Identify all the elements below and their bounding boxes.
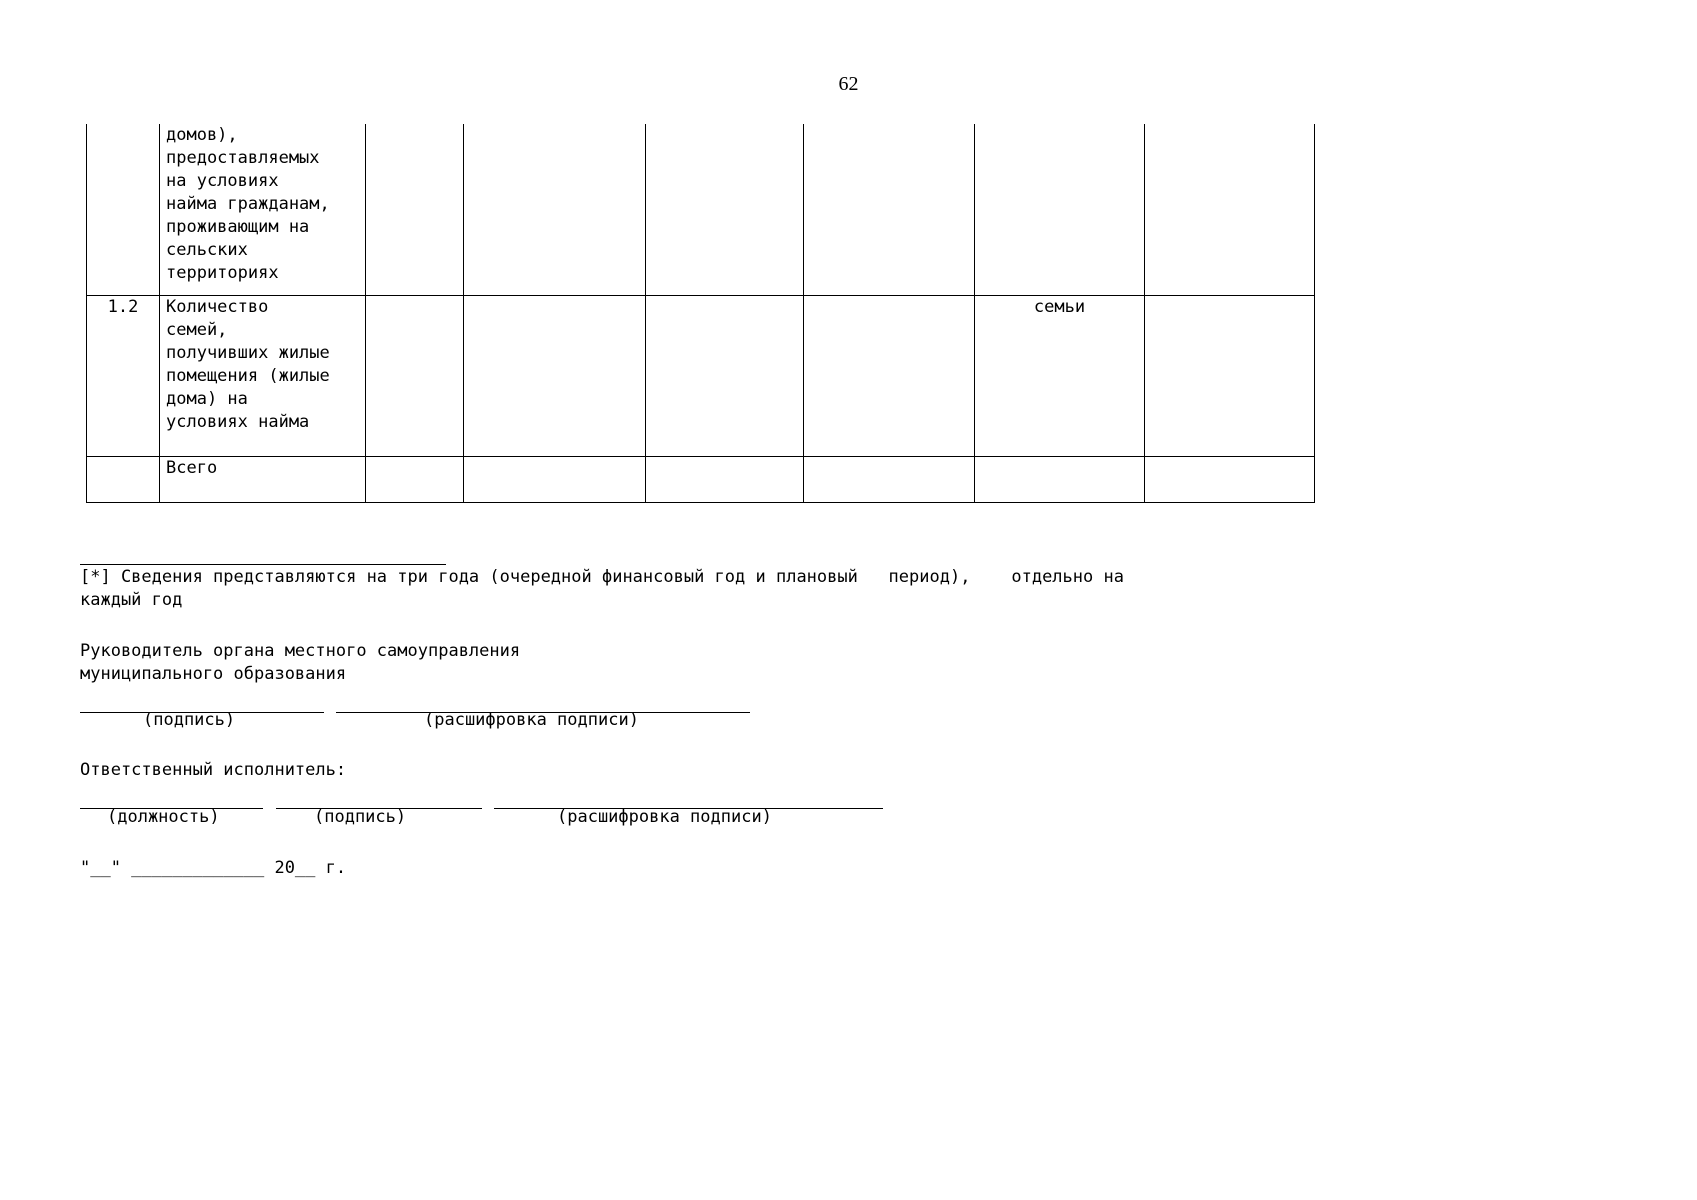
head-signature-caption: (подпись) [143,710,236,730]
value-cell [366,457,464,503]
head-title-line-1: Руководитель органа местного самоуправления [80,641,521,661]
value-cell [804,296,975,457]
table-row [87,296,1315,457]
row-number-cell: 1.2 [87,296,160,457]
table-row [87,124,1315,296]
executor-decoding-caption: (расшифровка подписи) [557,807,772,827]
footnote-divider [80,564,446,565]
value-cell [1145,296,1315,457]
unit-cell: семьи [975,296,1145,457]
value-cell [646,457,804,503]
date-line: "__" _____________ 20__ г. [80,858,347,878]
indicator-name-cell: домов), предоставляемых на условиях найма гражданам, проживающим на сельских территориях [160,124,366,296]
unit-cell [975,457,1145,503]
value-cell [464,457,646,503]
indicator-name-cell: Количество семей, получивших жилые помещения (жилые дома) на условиях найма [160,296,366,457]
footnote-line-1: [*] Сведения представляются на три года (очередной финансовый год и плановый период), отдельно на [80,567,1124,587]
unit-cell [975,124,1145,296]
table-row [87,457,1315,503]
value-cell [1145,124,1315,296]
page-number: 62 [838,73,859,95]
value-cell [1145,457,1315,503]
executor-position-caption: (должность) [107,807,220,827]
row-number-cell [87,457,160,503]
data-table [86,124,1315,503]
value-cell [464,296,646,457]
value-cell [804,457,975,503]
footnote [80,566,1330,612]
footnote-line-2: каждый год [80,590,183,610]
value-cell [464,124,646,296]
total-label-cell: Всего [160,457,366,503]
row-number-cell [87,124,160,296]
executor-signature-caption: (подпись) [314,807,407,827]
value-cell [366,296,464,457]
head-signature-block [80,640,520,686]
value-cell [366,124,464,296]
value-cell [646,296,804,457]
executor-title: Ответственный исполнитель: [80,760,347,780]
value-cell [804,124,975,296]
head-title-line-2: муниципального образования [80,664,347,684]
head-decoding-caption: (расшифровка подписи) [424,710,639,730]
value-cell [646,124,804,296]
